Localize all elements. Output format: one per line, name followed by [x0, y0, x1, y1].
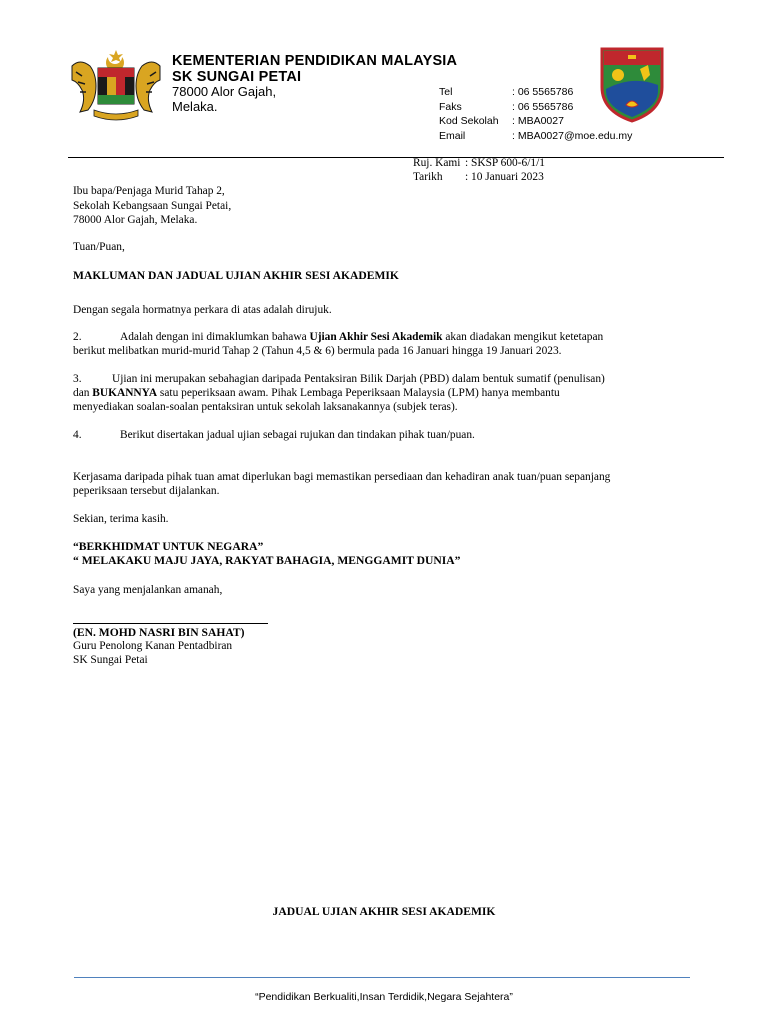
contact-value: : MBA0027 — [512, 115, 564, 127]
contact-label: Email — [439, 129, 466, 142]
paragraph-5-line2: peperiksaan tersebut dijalankan. — [73, 485, 220, 497]
contact-label: Faks — [439, 100, 462, 113]
salutation: Tuan/Puan, — [73, 241, 125, 253]
signatory-position: Guru Penolong Kanan Pentadbiran — [73, 640, 233, 652]
signatory-school: SK Sungai Petai — [73, 654, 148, 666]
header-divider — [68, 157, 724, 158]
footer-slogan: “Pendidikan Berkualiti,Insan Terdidik,Negara Sejahtera” — [255, 991, 513, 1003]
contact-label: Tel — [439, 86, 453, 98]
letter-subject: MAKLUMAN DAN JADUAL UJIAN AKHIR SESI AKADEMIK — [73, 269, 399, 282]
school-address-line2: Melaka. — [172, 99, 218, 114]
signature-line — [73, 623, 268, 624]
reference-date-row — [413, 171, 545, 185]
paragraph-2-text: akan diadakan mengikut ketetapan — [442, 331, 604, 343]
school-badge-icon — [600, 45, 664, 123]
letter-date: : 10 Januari 2023 — [465, 170, 544, 183]
paragraph-3-number: 3. — [73, 373, 82, 385]
recipient-line2: Sekolah Kebangsaan Sungai Petai, — [73, 200, 232, 212]
paragraph-3-line2 — [73, 387, 560, 401]
recipient-line3: 78000 Alor Gajah, Melaka. — [73, 214, 198, 226]
malaysia-coat-of-arms-icon — [68, 48, 164, 124]
signatory-name: (EN. MOHD NASRI BIN SAHAT) — [73, 626, 245, 639]
date-label: Tarikh — [413, 170, 443, 183]
paragraph-3-line1: Ujian ini merupakan sebahagian daripada Pentaksiran Bilik Darjah (PBD) dalam bentuk sumatif (penulisan) — [112, 373, 605, 385]
contact-email — [439, 129, 632, 144]
closing-remark: Sekian, terima kasih. — [73, 513, 169, 525]
signature-intro: Saya yang menjalankan amanah, — [73, 584, 223, 596]
contact-label: Kod Sekolah — [439, 115, 499, 127]
paragraph-5-line1: Kerjasama daripada pihak tuan amat diperlukan bagi memastikan persediaan dan kehadiran anak tuan/puan sepanjang — [73, 471, 611, 483]
reference-number: : SKSP 600-6/1/1 — [465, 157, 545, 169]
paragraph-3-line3: menyediakan soalan-soalan pentaksiran untuk sekolah laksanakannya (subjek teras). — [73, 401, 458, 413]
emphasis-text: BUKANNYA — [92, 387, 158, 399]
footer-divider — [74, 977, 690, 978]
motto-line1: “BERKHIDMAT UNTUK NEGARA” — [73, 540, 264, 553]
reference-label: Ruj. Kami — [413, 157, 461, 169]
reference-block — [413, 157, 545, 184]
ministry-name: KEMENTERIAN PENDIDIKAN MALAYSIA — [172, 53, 458, 69]
paragraph-2-line1 — [120, 331, 603, 345]
paragraph-3-text: dan — [73, 387, 93, 399]
paragraph-1: Dengan segala hormatnya perkara di atas adalah dirujuk. — [73, 304, 332, 316]
paragraph-2-number: 2. — [73, 331, 82, 343]
paragraph-4-number: 4. — [73, 429, 82, 441]
contact-value: : MBA0027@moe.edu.my — [512, 129, 633, 142]
school-address-line1: 78000 Alor Gajah, — [172, 84, 277, 99]
contact-value: : 06 5565786 — [512, 86, 574, 98]
reference-number-row — [413, 157, 545, 171]
paragraph-2-line2: berikut melibatkan murid-murid Tahap 2 (Tahun 4,5 & 6) bermula pada 16 Januari hingga 19 Januari 2023. — [73, 345, 562, 357]
paragraph-4: Berikut disertakan jadual ujian sebagai rujukan dan tindakan pihak tuan/puan. — [120, 429, 475, 441]
school-name: SK SUNGAI PETAI — [172, 69, 302, 85]
contact-value: : 06 5565786 — [512, 100, 574, 113]
motto-line2: “ MELAKAKU MAJU JAYA, RAKYAT BAHAGIA, MENGGAMIT DUNIA” — [73, 554, 461, 567]
paragraph-2-text: Adalah dengan ini dimaklumkan bahawa — [120, 331, 310, 343]
exam-name: Ujian Akhir Sesi Akademik — [309, 331, 443, 343]
paragraph-3-text: satu peperiksaan awam. Pihak Lembaga Peperiksaan Malaysia (LPM) hanya membantu — [157, 387, 560, 399]
schedule-title: JADUAL UJIAN AKHIR SESI AKADEMIK — [272, 905, 496, 918]
recipient-line1: Ibu bapa/Penjaga Murid Tahap 2, — [73, 185, 225, 197]
